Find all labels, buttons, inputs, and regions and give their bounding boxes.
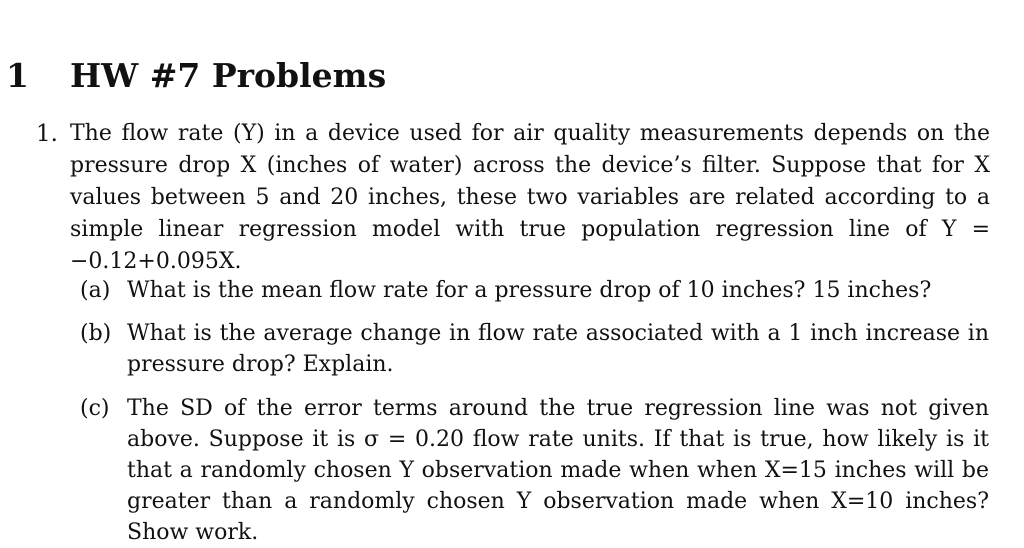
problem-statement: The flow rate (Y) in a device used for air quality measurements depends on the pressure drop X (inches of water) across the device’s filter. Suppose that for X values between 5 and 20 inches, these two variables are related according to a simple linear regression model with true population regression line of Y = −0.12+0.095X.	[70, 121, 990, 274]
section-number: 1	[6, 56, 29, 95]
section-heading	[0, 52, 1024, 100]
subpart-text: What is the average change in flow rate associated with a 1 inch increase in pressure drop? Explain.	[127, 321, 989, 377]
subpart-text: The SD of the error terms around the true regression line was not given above. Suppose it is σ = 0.20 flow rate units. If that is true, how likely is it that a randomly chosen Y observation made when when X=15 inches will be greater than a randomly chosen Y observation made when X=10 inches? Show work.	[127, 396, 989, 545]
subpart-text: What is the mean flow rate for a pressure drop of 10 inches? 15 inches?	[127, 278, 932, 303]
subpart-label: (b)	[80, 321, 112, 346]
subpart-label: (c)	[80, 396, 110, 421]
section-title: HW #7 Problems	[70, 56, 387, 95]
problem-number: 1.	[36, 121, 58, 147]
subpart-label: (a)	[80, 278, 111, 303]
